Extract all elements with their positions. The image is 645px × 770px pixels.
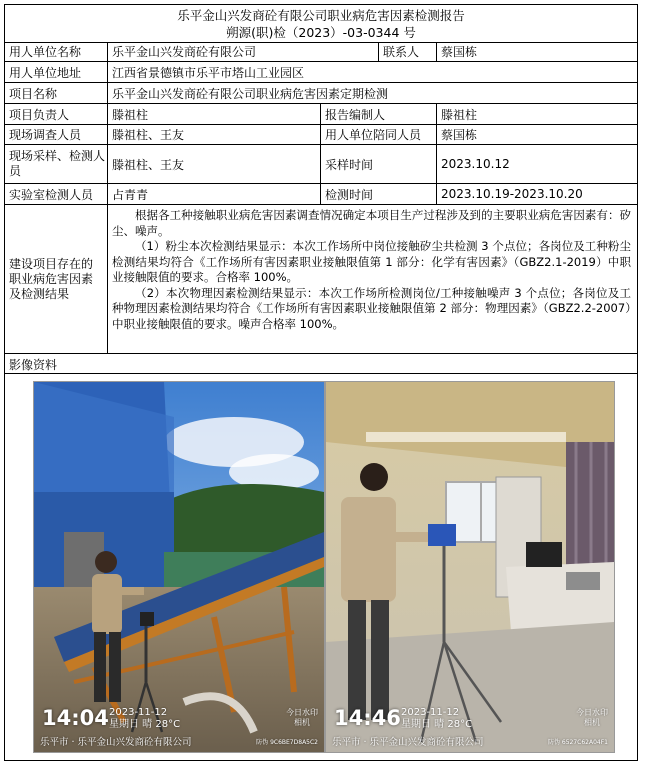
conclusion-para-2: （1）粉尘本次检测结果显示：本次工作场所中岗位接触矽尘共检测 3 个点位；各岗位及工种粉尘检测结果均符合《工作场所有害因素职业接触限值第 1 部分：化学有害因素》（GBZ2.1-2019）中职业接触限值的要求。合格率 100%。 [112, 239, 631, 284]
photo-indoor [325, 381, 615, 753]
photo-indoor-location: 乐平市 · 乐平金山兴发商砼有限公司 [332, 737, 484, 748]
photo-indoor-weather: 星期日 晴 28°C [401, 719, 473, 730]
survey-label: 现场调查人员 [5, 125, 108, 144]
photo-outdoor-image [34, 382, 324, 752]
sampling-value: 滕祖柱、王友 [108, 145, 321, 183]
test-time-label: 检测时间 [321, 184, 437, 204]
project-value: 乐平金山兴发商砼有限公司职业病危害因素定期检测 [112, 86, 389, 101]
row-lab [5, 184, 637, 205]
row-sampling [5, 145, 637, 184]
photo-indoor-code: 防伪 6527C62A04F1 [547, 739, 608, 746]
sampling-label: 现场采样、检测人员 [5, 145, 108, 183]
conclusion-label: 建设项目存在的职业病危害因素及检测结果 [5, 205, 108, 353]
photo-outdoor [33, 381, 325, 753]
photo-outdoor-app-badge: 今日水印 相机 [286, 708, 318, 727]
address-label: 用人单位地址 [5, 62, 108, 82]
test-time-value: 2023.10.19-2023.10.20 [441, 187, 583, 201]
row-leader [5, 104, 637, 125]
photo-indoor-time: 14:46 [334, 706, 401, 730]
leader-label: 项目负责人 [5, 104, 108, 124]
compiler-value: 滕祖柱 [441, 107, 478, 122]
report-header [5, 5, 637, 43]
conclusion-text [108, 205, 637, 353]
contact-label: 联系人 [379, 42, 437, 61]
survey-value: 滕祖柱、王友 [108, 125, 321, 144]
employer-value: 乐平金山兴发商砼有限公司 [108, 42, 379, 61]
row-address [5, 62, 637, 83]
photo-indoor-image [326, 382, 614, 752]
photo-outdoor-code: 防伪 9C6BE7D8A5C2 [256, 739, 318, 746]
contact-value: 蔡国栋 [441, 45, 478, 59]
leader-value: 滕祖柱 [108, 104, 321, 124]
employer-label: 用人单位名称 [5, 42, 108, 61]
report-number: 朔源(职)检（2023）-03-0344 号 [226, 25, 416, 40]
compiler-label: 报告编制人 [321, 104, 437, 124]
photo-outdoor-weather: 星期日 晴 28°C [109, 719, 181, 730]
photo-indoor-app-badge: 今日水印 相机 [576, 708, 608, 727]
lab-label: 实验室检测人员 [5, 184, 108, 204]
report-title: 乐平金山兴发商砼有限公司职业病危害因素检测报告 [177, 8, 465, 23]
photo-indoor-date: 2023-11-12 [401, 707, 460, 718]
sampling-time-value: 2023.10.12 [441, 157, 510, 171]
project-label: 项目名称 [5, 83, 108, 103]
report-sheet [4, 4, 638, 761]
photo-outdoor-location: 乐平市 · 乐平金山兴发商砼有限公司 [40, 737, 192, 748]
sampling-time-label: 采样时间 [321, 145, 437, 183]
conclusion-para-3: （2）本次物理因素检测结果显示：本次工作场所检测岗位/工种接触噪声 3 个点位；各岗位及工种物理因素检测结果均符合《工作场所有害因素职业接触限值第 2 部分：物理因素》（GBZ2.2-2007）中职业接触限值的要求。噪声合格率 100%。 [112, 285, 631, 331]
row-project [5, 83, 637, 104]
row-employer [5, 42, 637, 62]
photo-outdoor-time: 14:04 [42, 706, 109, 730]
row-conclusion [5, 205, 637, 354]
escort-label: 用人单位陪同人员 [321, 125, 437, 144]
row-survey [5, 125, 637, 145]
photo-outdoor-date: 2023-11-12 [109, 707, 168, 718]
address-value: 江西省景德镇市乐平市塔山工业园区 [112, 65, 305, 80]
lab-value: 占青青 [108, 184, 321, 204]
escort-value: 蔡国栋 [441, 128, 478, 142]
conclusion-para-1: 根据各工种接触职业病危害因素调查情况确定本项目生产过程涉及到的主要职业病危害因素有：矽尘、噪声。 [112, 208, 631, 238]
photos-section-label: 影像资料 [9, 358, 58, 372]
row-photos-header [5, 354, 637, 374]
